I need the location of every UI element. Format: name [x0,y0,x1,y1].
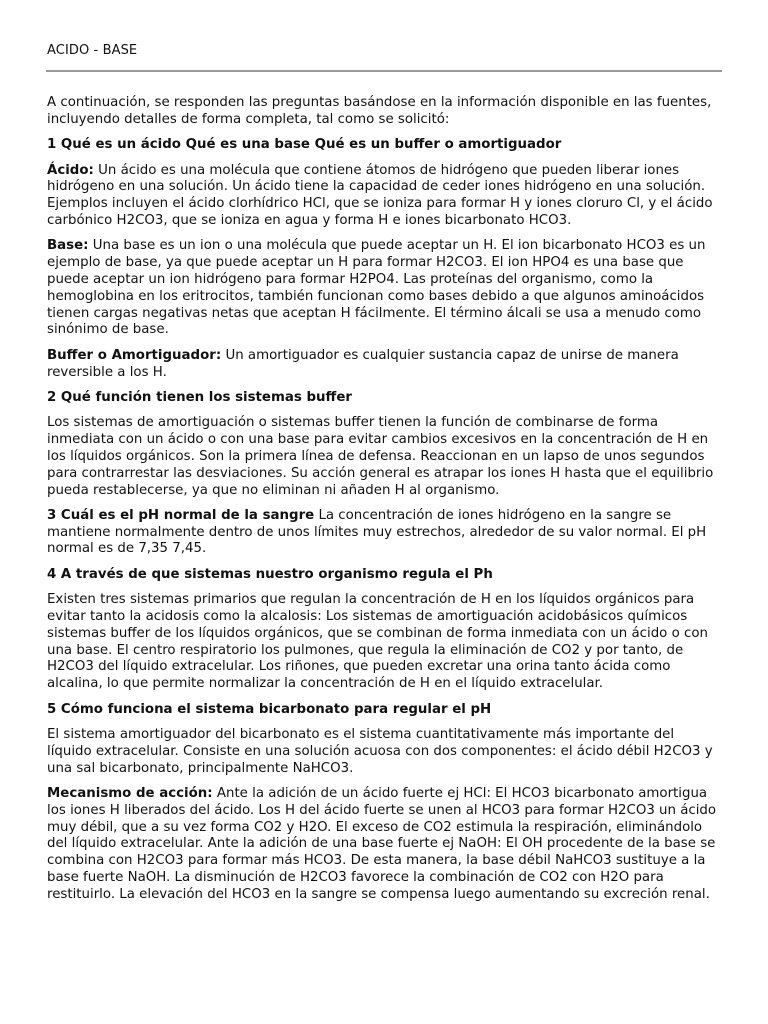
acido-definition [47,163,723,230]
question-4-answer: Existen tres sistemas primarios que regulan la concentración de H en los líquidos orgánicos para evitar tanto la acidosis como la alcalosis: Los sistemas de amortiguación acidobásicos químicos sistemas buffer de los líquidos orgánicos, que se combinan de forma inmediata con un ácido o con una base. El centro respiratorio los pulmones, que regula la eliminación de CO2 y por tanto, de H2CO3 del líquido extracelular. Los riñones, que pueden excretar una orina tanto ácida como alcalina, lo que permite normalizar la concentración de H en el líquido extracelular. [47,592,708,692]
acido-label: Ácido: [47,162,94,178]
document-body [47,95,723,912]
mecanismo-paragraph [47,786,723,904]
question-4-heading: 4 A través de que sistemas nuestro organismo regula el Ph [47,566,493,582]
acido-text: Un ácido es una molécula que contiene átomos de hidrógeno que pueden liberar iones hidrógeno en una solución. Un ácido tiene la capacidad de ceder iones hidrógeno en una solución. Ejemplos incluyen el ácido clorhídrico HCl, que se ioniza para formar H y iones cloruro Cl, y el ácido carbónico H2CO3, que se ioniza en agua y forma H e iones bicarbonato HCO3. [47,162,713,228]
question-5-heading: 5 Cómo funciona el sistema bicarbonato para regular el pH [47,701,492,717]
question-2-heading: 2 Qué función tienen los sistemas buffer [47,389,352,405]
buffer-definition [47,348,723,382]
question-3-label: 3 Cuál es el pH normal de la sangre [47,507,315,523]
buffer-text: Un amortiguador es cualquier sustancia capaz de unirse de manera reversible a los H. [47,347,679,380]
question-5-answer: El sistema amortiguador del bicarbonato es el sistema cuantitativamente más importante del líquido extracelular. Consiste en una solución acuosa con dos componentes: el ácido débil H2CO3 y una sal bicarbonato, principalmente NaHCO3. [47,727,713,776]
buffer-label: Buffer o Amortiguador: [47,347,222,363]
question-2-answer: Los sistemas de amortiguación o sistemas buffer tienen la función de combinarse de forma inmediata con un ácido o con una base para evitar cambios excesivos en la concentración de H en los líquidos orgánicos. Son la primera línea de defensa. Reaccionan en un lapso de unos segundos para contrarrestar las desviaciones. Su acción general es atrapar los iones H hasta que el equilibrio pueda restablecerse, ya que no eliminan ni añaden H al organismo. [47,415,714,498]
question-3-text: La concentración de iones hidrógeno en la sangre se mantiene normalmente dentro de unos límites muy estrechos, alrededor de su valor normal. El pH normal es de 7,35 7,45. [47,507,707,557]
question-1-heading: 1 Qué es un ácido Qué es una base Qué es un buffer o amortiguador [47,137,562,153]
header-divider [46,70,722,72]
mecanismo-label: Mecanismo de acción: [47,786,213,802]
document-header-title: ACIDO - BASE [47,43,138,58]
intro-paragraph: A continuación, se responden las preguntas basándose en la información disponible en las fuentes, incluyendo detalles de forma completa, tal como se solicitó: [47,95,712,127]
document-page [47,0,723,1024]
base-text: Una base es un ion o una molécula que puede aceptar un H. El ion bicarbonato HCO3 es un ejemplo de base, ya que puede aceptar un H para formar H2CO3. El ion HPO4 es una base que puede aceptar un ion hidrógeno para formar H2PO4. Las proteínas del organismo, como la hemoglobina en los eritrocitos, también funcionan como bases debido a que algunos aminoácidos tienen cargas negativas netas que aceptan H fácilmente. El término álcali se usa a menudo como sinónimo de base. [47,238,706,338]
base-label: Base: [47,238,89,254]
mecanismo-text: Ante la adición de un ácido fuerte ej HCl: El HCO3 bicarbonato amortigua los iones H liberados del ácido. Los H del ácido fuerte se unen al HCO3 para formar H2CO3 un ácido muy débil, que a su vez forma CO2 y H2O. El exceso de CO2 estimula la respiración, eliminándolo del líquido extracelular. Ante la adición de una base fuerte ej NaOH: El OH procedente de la base se combina con H2CO3 para formar más HCO3. De esta manera, la base débil NaHCO3 sustituye a la base fuerte NaOH. La disminución de H2CO3 favorece la combinación de CO2 con H2O para restituirlo. La elevación del HCO3 en la sangre se compensa luego aumentando su excreción renal. [47,786,717,902]
base-definition [47,238,723,339]
question-3-paragraph [47,508,723,558]
